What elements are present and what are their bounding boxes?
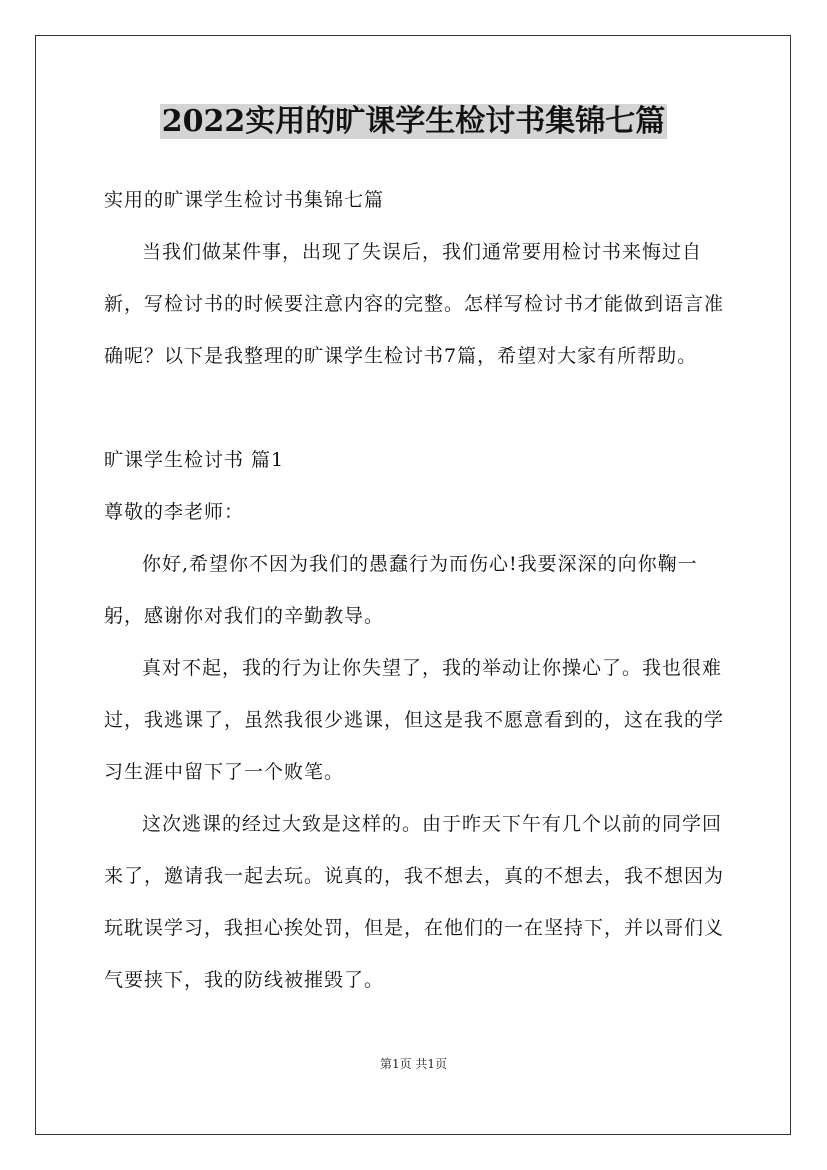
intro-paragraph: 当我们做某件事，出现了失误后，我们通常要用检讨书来悔过自新，写检讨书的时候要注意内容的完整。怎样写检讨书才能做到语言准确呢？以下是我整理的旷课学生检讨书7篇，希望对大家有所帮助。 xyxy=(104,241,725,367)
section-heading: 旷课学生检讨书 篇1 xyxy=(104,449,285,471)
section-gap xyxy=(104,382,734,434)
page-number: 第1页 共1页 xyxy=(379,1057,448,1071)
document-title-text: 2022实用的旷课学生检讨书集锦七篇 xyxy=(161,104,666,139)
body-paragraph-2: 真对不起，我的行为让你失望了，我的举动让你操心了。我也很难过，我逃课了，虽然我很少逃课，但这是我不愿意看到的，这在我的学习生涯中留下了一个败笔。 xyxy=(104,657,725,783)
document-body xyxy=(104,174,734,1006)
document-title xyxy=(0,100,827,144)
body-paragraph-3: 这次逃课的经过大致是这样的。由于昨天下午有几个以前的同学回来了，邀请我一起去玩。说真的，我不想去，真的不想去，我不想因为玩耽误学习，我担心挨处罚，但是，在他们的一在坚持下，并以哥们义气要挟下，我的防线被摧毁了。 xyxy=(104,813,725,991)
page-footer xyxy=(0,1056,827,1072)
body-paragraph-1: 你好,希望你不因为我们的愚蠢行为而伤心!我要深深的向你鞠一躬，感谢你对我们的辛勤教导。 xyxy=(104,553,698,627)
salutation: 尊敬的李老师： xyxy=(104,501,245,523)
document-subtitle: 实用的旷课学生检讨书集锦七篇 xyxy=(104,189,385,211)
